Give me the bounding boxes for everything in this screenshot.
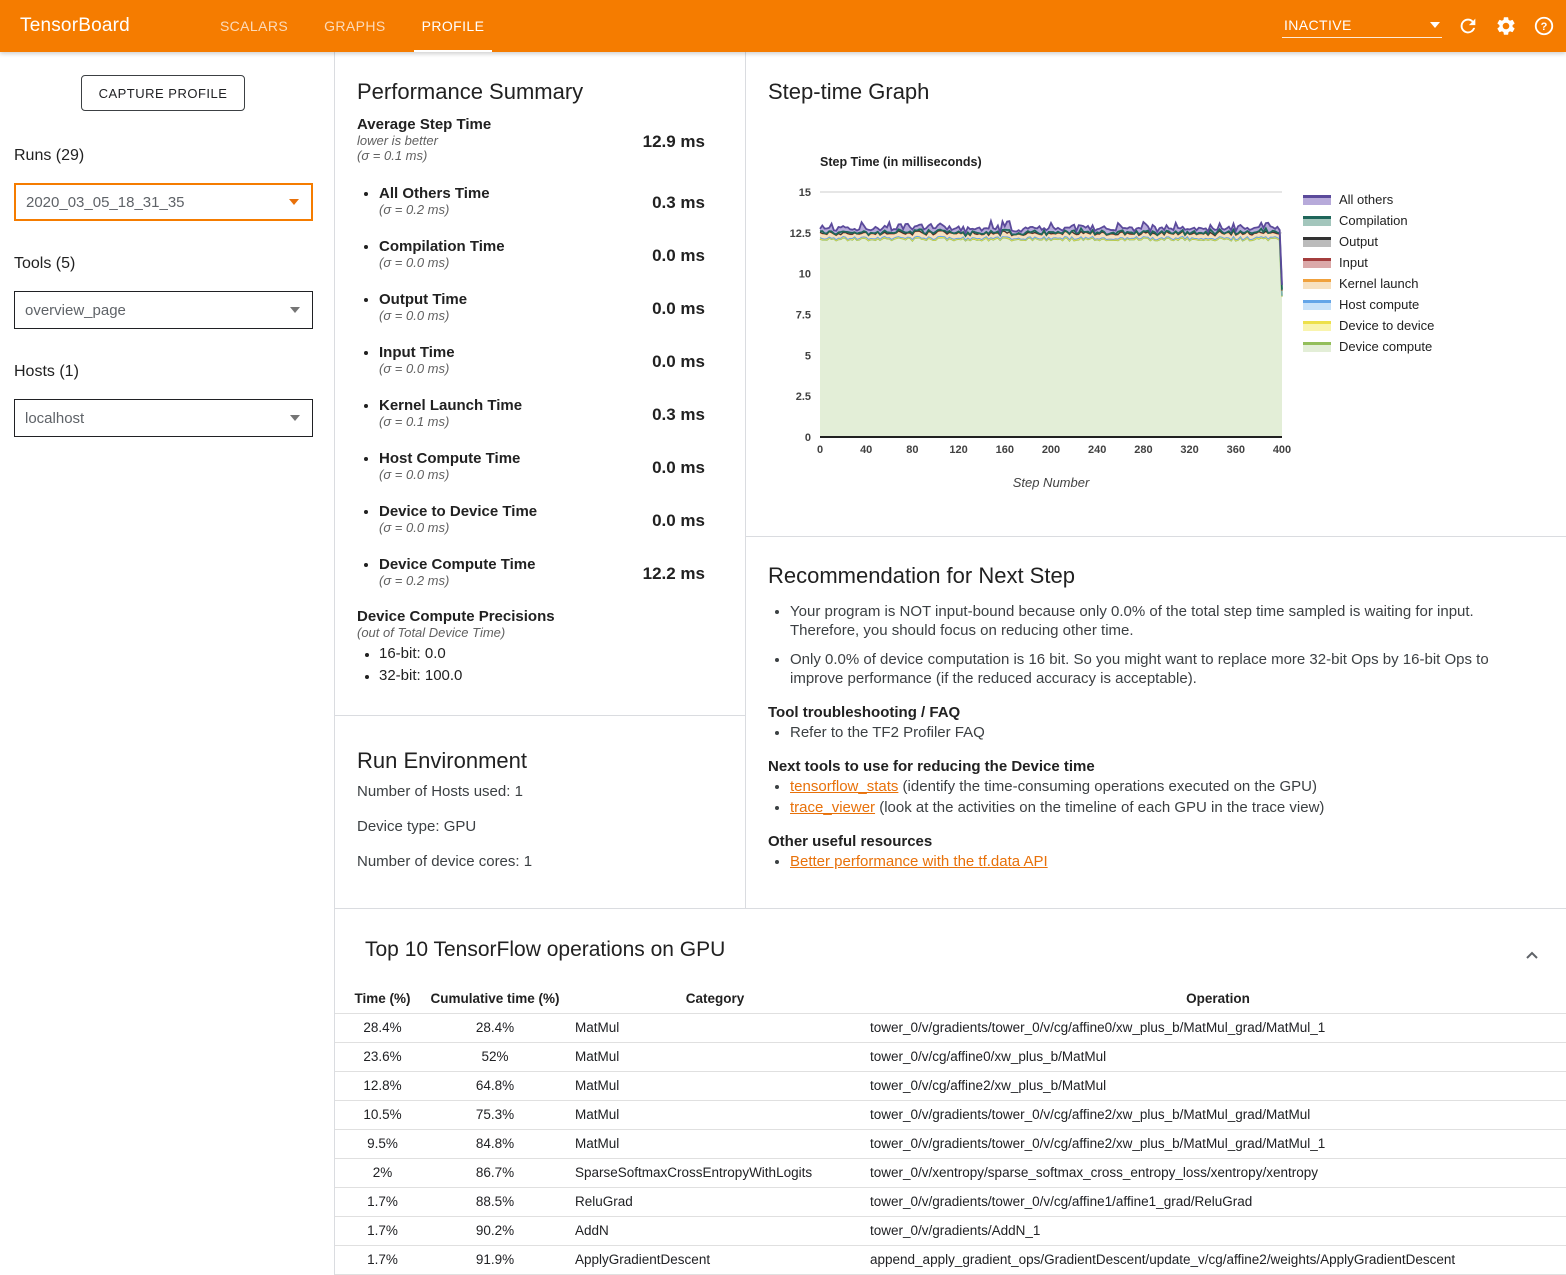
table-cell: MatMul (560, 1042, 870, 1071)
next-tools-title: Next tools to use for reducing the Device time (768, 758, 1095, 775)
hosts-dropdown[interactable] (14, 399, 313, 437)
table-cell: 23.6% (335, 1042, 430, 1071)
tools-label: Tools (5) (14, 255, 76, 272)
metric-label: Kernel Launch Time (379, 397, 523, 414)
faq-title: Tool troubleshooting / FAQ (768, 704, 961, 721)
hosts-dropdown-value: localhost (25, 409, 85, 427)
table-cell: 90.2% (430, 1216, 560, 1245)
bullet-icon (364, 298, 368, 302)
table-row (335, 1129, 1566, 1158)
bullet-icon (364, 351, 368, 355)
chevron-down-icon (1430, 22, 1440, 28)
legend-item (1303, 336, 1434, 357)
svg-text:160: 160 (995, 444, 1014, 456)
svg-text:120: 120 (949, 444, 968, 456)
runs-dropdown[interactable] (14, 183, 313, 221)
precisions-note: (out of Total Device Time) (357, 625, 506, 640)
metric-sigma: (σ = 0.0 ms) (379, 467, 450, 482)
table-cell: 1.7% (335, 1216, 430, 1245)
legend-swatch-icon (1303, 342, 1331, 352)
table-cell: append_apply_gradient_ops/GradientDescent/update_v/cg/affine2/weights/ApplyGradientDescent (870, 1245, 1566, 1274)
performance-summary-title: Performance Summary (357, 79, 584, 104)
column-header: Time (%) (354, 991, 411, 1007)
table-row (335, 1100, 1566, 1129)
average-step-time-block (357, 116, 705, 163)
chevron-down-icon (290, 415, 300, 421)
precisions-block (357, 608, 705, 684)
status-dropdown-value: INACTIVE (1284, 16, 1352, 33)
table-cell: tower_0/v/xentropy/sparse_softmax_cross_entropy_loss/xentropy/xentropy (870, 1158, 1566, 1187)
legend-swatch-icon (1303, 195, 1331, 205)
table-header-row (335, 985, 1566, 1013)
table-cell: 2% (335, 1158, 430, 1187)
legend-swatch-icon (1303, 321, 1331, 331)
svg-text:0: 0 (804, 432, 811, 444)
tensorflow-stats-link[interactable]: tensorflow_stats (790, 778, 899, 795)
run-environment-title: Run Environment (357, 748, 527, 773)
svg-text:2.5: 2.5 (795, 391, 811, 404)
top-ops-title: Top 10 TensorFlow operations on GPU (365, 938, 726, 961)
metric-note: lower is better (357, 133, 438, 148)
run-env-line: Device type: GPU (357, 818, 477, 835)
precisions-title: Device Compute Precisions (357, 608, 555, 625)
svg-text:280: 280 (1134, 444, 1153, 456)
table-cell: tower_0/v/gradients/tower_0/v/cg/affine2/xw_plus_b/MatMul_grad/MatMul (870, 1100, 1566, 1129)
svg-text:320: 320 (1180, 444, 1199, 456)
metric-sigma: (σ = 0.0 ms) (379, 520, 450, 535)
metric-value: 0.3 ms (652, 193, 705, 212)
svg-text:10: 10 (798, 268, 811, 281)
table-cell: 28.4% (335, 1013, 430, 1042)
legend-label: Compilation (1339, 213, 1408, 228)
table-cell: 9.5% (335, 1129, 430, 1158)
metric-row (379, 556, 705, 588)
metric-sigma: (σ = 0.1 ms) (357, 148, 428, 163)
table-cell: MatMul (560, 1100, 870, 1129)
svg-text:5: 5 (804, 350, 811, 363)
metric-sigma: (σ = 0.0 ms) (379, 255, 450, 270)
metric-label: Device to Device Time (379, 503, 538, 520)
topops-divider (335, 908, 1566, 909)
table-cell: MatMul (560, 1013, 870, 1042)
chevron-down-icon (289, 199, 299, 205)
step-time-chart-svg (768, 150, 1308, 510)
header-actions (1282, 0, 1556, 52)
tab-scalars[interactable]: SCALARS (219, 18, 289, 34)
table-cell: tower_0/v/gradients/tower_0/v/cg/affine0/xw_plus_b/MatMul_grad/MatMul_1 (870, 1013, 1566, 1042)
status-dropdown[interactable] (1282, 15, 1442, 38)
tab-graphs[interactable]: GRAPHS (324, 18, 386, 34)
legend-item (1303, 252, 1434, 273)
tool-link-desc: (identify the time-consuming operations executed on the GPU) (898, 778, 1317, 795)
table-cell: 86.7% (430, 1158, 560, 1187)
metric-label: Average Step Time (357, 116, 492, 133)
legend-swatch-icon (1303, 237, 1331, 247)
top-ops-table (335, 985, 1566, 1275)
legend-item (1303, 294, 1434, 315)
metric-label: Device Compute Time (379, 556, 536, 573)
table-row (335, 1013, 1566, 1042)
legend-label: Input (1339, 255, 1368, 270)
recommendation-title: Recommendation for Next Step (768, 563, 1075, 588)
svg-text:0: 0 (816, 444, 824, 456)
metric-row (379, 344, 705, 376)
metric-label: Output Time (379, 291, 468, 308)
metric-value: 0.0 ms (652, 299, 705, 318)
metric-label: All Others Time (379, 185, 490, 202)
tfdata-api-link[interactable]: Better performance with the tf.data API (790, 853, 1048, 870)
summary-env-divider (335, 715, 745, 716)
bullet-icon (364, 563, 368, 567)
legend-item (1303, 210, 1434, 231)
table-row (335, 1187, 1566, 1216)
svg-text:Step Number: Step Number (1012, 475, 1090, 490)
legend-item (1303, 189, 1434, 210)
metric-label: Host Compute Time (379, 450, 521, 467)
table-row (335, 1245, 1566, 1274)
bullet-icon (365, 653, 369, 657)
legend-item (1303, 315, 1434, 336)
tools-dropdown[interactable] (14, 291, 313, 329)
table-cell: tower_0/v/gradients/AddN_1 (870, 1216, 1566, 1245)
table-cell: 84.8% (430, 1129, 560, 1158)
settings-gear-icon[interactable] (1494, 14, 1518, 38)
table-cell: 88.5% (430, 1187, 560, 1216)
run-env-line: Number of Hosts used: 1 (357, 783, 523, 800)
column-header: Operation (1186, 991, 1250, 1007)
recommendation-body (768, 596, 1543, 873)
legend-swatch-icon (1303, 300, 1331, 310)
table-row (335, 1042, 1566, 1071)
svg-text:40: 40 (860, 444, 873, 456)
svg-text:240: 240 (1088, 444, 1107, 456)
table-row (335, 1071, 1566, 1100)
metric-row (379, 238, 705, 270)
recommendation-bullet: • Your program is NOT input-bound because only 0.0% of the total step time sampled is waiting for input. Therefore, you should focus on reducing other time. (790, 602, 1543, 640)
legend-swatch-icon (1303, 258, 1331, 268)
hosts-label: Hosts (1) (14, 363, 79, 380)
table-cell: 91.9% (430, 1245, 560, 1274)
legend-label: Device to device (1339, 318, 1435, 333)
tab-bar (202, 0, 502, 52)
svg-text:15: 15 (798, 187, 811, 199)
table-row (335, 1216, 1566, 1245)
metric-sigma: (σ = 0.0 ms) (379, 308, 450, 323)
table-cell: tower_0/v/cg/affine0/xw_plus_b/MatMul (870, 1042, 1566, 1071)
app-header (0, 0, 1566, 52)
legend-label: Output (1339, 234, 1379, 249)
metric-label: Input Time (379, 344, 455, 361)
metric-value: 0.0 ms (652, 511, 705, 530)
column-header: Category (685, 991, 745, 1007)
svg-text:80: 80 (906, 444, 919, 456)
collapse-chevron-icon[interactable] (1520, 944, 1544, 973)
column-header: Cumulative time (%) (430, 991, 560, 1007)
column-divider (745, 52, 746, 908)
tools-dropdown-value: overview_page (25, 301, 126, 319)
table-cell: 10.5% (335, 1100, 430, 1129)
legend-item (1303, 273, 1434, 294)
bullet-icon (364, 192, 368, 196)
table-cell: 12.8% (335, 1071, 430, 1100)
metric-sigma: (σ = 0.2 ms) (379, 202, 450, 217)
metric-value: 0.0 ms (652, 352, 705, 371)
help-icon[interactable] (1532, 14, 1556, 38)
chart-legend (1303, 189, 1434, 357)
svg-text:200: 200 (1041, 444, 1061, 456)
svg-text:12.5: 12.5 (789, 227, 811, 240)
metric-row (379, 185, 705, 217)
bullet-icon (364, 510, 368, 514)
precision-item: 16-bit: 0.0 (357, 645, 705, 662)
legend-label: Host compute (1339, 297, 1420, 312)
svg-text:400: 400 (1272, 444, 1292, 456)
metric-sigma: (σ = 0.2 ms) (379, 573, 450, 588)
svg-text:7.5: 7.5 (795, 309, 811, 322)
metric-sigma: (σ = 0.1 ms) (379, 414, 450, 429)
legend-label: All others (1339, 192, 1394, 207)
metric-row (379, 397, 705, 429)
table-cell: 28.4% (430, 1013, 560, 1042)
legend-label: Kernel launch (1339, 276, 1419, 291)
faq-bullet: • Refer to the TF2 Profiler FAQ (790, 723, 1543, 742)
table-cell: SparseSoftmaxCrossEntropyWithLogits (560, 1158, 870, 1187)
bullet-icon (364, 245, 368, 249)
svg-text:Step Time (in milliseconds): Step Time (in milliseconds) (820, 155, 982, 169)
table-cell: 75.3% (430, 1100, 560, 1129)
metric-sigma: (σ = 0.0 ms) (379, 361, 450, 376)
graph-reco-divider (745, 536, 1566, 537)
refresh-icon[interactable] (1456, 14, 1480, 38)
svg-text:360: 360 (1226, 444, 1245, 456)
table-cell: 1.7% (335, 1245, 430, 1274)
table-cell: ReluGrad (560, 1187, 870, 1216)
table-cell: 1.7% (335, 1187, 430, 1216)
metric-row (379, 503, 705, 535)
step-time-chart (768, 150, 1308, 515)
metric-value: 12.9 ms (642, 132, 705, 151)
metric-label: Compilation Time (379, 238, 505, 255)
tool-link-item (790, 777, 1543, 796)
runs-dropdown-value: 2020_03_05_18_31_35 (26, 193, 185, 211)
legend-swatch-icon (1303, 279, 1331, 289)
metric-value: 12.2 ms (642, 564, 705, 583)
table-cell: tower_0/v/cg/affine2/xw_plus_b/MatMul (870, 1071, 1566, 1100)
table-cell: AddN (560, 1216, 870, 1245)
legend-item (1303, 231, 1434, 252)
table-cell: MatMul (560, 1129, 870, 1158)
chevron-down-icon (290, 307, 300, 313)
legend-swatch-icon (1303, 216, 1331, 226)
run-env-line: Number of device cores: 1 (357, 853, 533, 870)
metric-value: 0.3 ms (652, 405, 705, 424)
bullet-icon (365, 675, 369, 679)
trace-viewer-link[interactable]: trace_viewer (790, 799, 876, 816)
table-cell: MatMul (560, 1071, 870, 1100)
table-cell: tower_0/v/gradients/tower_0/v/cg/affine2/xw_plus_b/MatMul_grad/MatMul_1 (870, 1129, 1566, 1158)
recommendation-bullet: • Only 0.0% of device computation is 16 bit. So you might want to replace more 32-bit Ops by 16-bit Ops to improve performance (if the reduced accuracy is acceptable). (790, 650, 1543, 688)
metric-value: 0.0 ms (652, 246, 705, 265)
capture-profile-button[interactable]: CAPTURE PROFILE (81, 75, 245, 111)
resources-title: Other useful resources (768, 833, 933, 850)
app-title: TensorBoard (20, 15, 130, 36)
metric-value: 0.0 ms (652, 458, 705, 477)
tool-link-item (790, 798, 1543, 817)
svg-text:?: ? (1540, 21, 1548, 34)
table-cell: 64.8% (430, 1071, 560, 1100)
bullet-icon (364, 404, 368, 408)
precision-item: 32-bit: 100.0 (357, 667, 705, 684)
runs-label: Runs (29) (14, 147, 85, 164)
table-cell: 52% (430, 1042, 560, 1071)
step-time-graph-title: Step-time Graph (768, 79, 930, 104)
metric-row (379, 291, 705, 323)
table-cell: tower_0/v/gradients/tower_0/v/cg/affine1/affine1_grad/ReluGrad (870, 1187, 1566, 1216)
table-cell: ApplyGradientDescent (560, 1245, 870, 1274)
table-row (335, 1158, 1566, 1187)
tool-link-desc: (look at the activities on the timeline of each GPU in the trace view) (875, 799, 1325, 816)
metric-row (379, 450, 705, 482)
legend-label: Device compute (1339, 339, 1433, 354)
tab-profile[interactable]: PROFILE (404, 0, 503, 52)
bullet-icon (364, 457, 368, 461)
